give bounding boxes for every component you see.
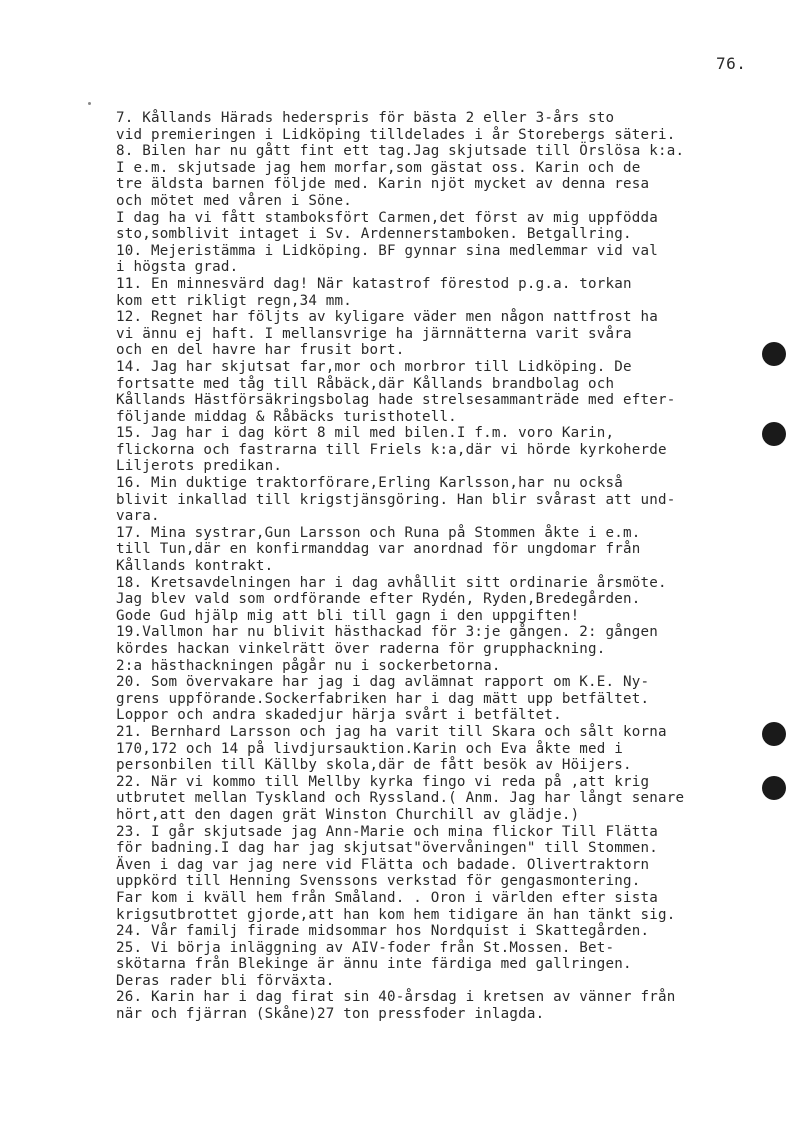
text-line: 2:a hästhackningen pågår nu i sockerbetorna. (116, 657, 501, 674)
text-line: skötarna från Blekinge är ännu inte färdiga med gallringen. (116, 956, 632, 973)
text-line: krigsutbrottet gjorde,att han kom hem tidigare än han tänkt sig. (116, 906, 676, 923)
text-line: tre äldsta barnen följde med. Karin njöt mycket av denna resa (116, 176, 650, 193)
text-line: Gode Gud hjälp mig att bli till gagn i den uppgiften! (116, 607, 580, 624)
text-line: fortsatte med tåg till Råbäck,där Kållands brandbolag och (116, 375, 615, 392)
text-line: när och fjärran (Skåne)27 ton pressfoder inlagda. (116, 1006, 545, 1023)
text-line: Deras rader bli förväxta. (116, 972, 335, 989)
text-line: 170,172 och 14 på livdjursauktion.Karin och Eva åkte med i (116, 740, 624, 757)
text-line: blivit inkallad till krigstjänsgöring. Han blir svårast att und- (116, 491, 676, 508)
text-line: 18. Kretsavdelningen har i dag avhållit sitt ordinarie årsmöte. (116, 574, 667, 591)
text-line: flickorna och fastrarna till Friels k:a,där vi hörde kyrkoherde (116, 441, 667, 458)
text-line: 15. Jag har i dag kört 8 mil med bilen.I f.m. voro Karin, (116, 425, 615, 442)
paper-speck (88, 102, 91, 105)
text-line: och mötet med våren i Söne. (116, 192, 353, 209)
text-line: 19.Vallmon har nu blivit hästhackad för 3:je gången. 2: gången (116, 624, 658, 641)
text-line: 7. Kållands Härads hederspris för bästa 2 eller 3-års sto (116, 110, 615, 126)
text-line: 20. Som övervakare har jag i dag avlämnat rapport om K.E. Ny- (116, 674, 650, 691)
text-line: 26. Karin har i dag firat sin 40-årsdag i kretsen av vänner från (116, 989, 676, 1006)
text-line: personbilen till Källby skola,där de fått besök av Höijers. (116, 757, 632, 774)
text-line: till Tun,där en konfirmanddag var anordnad för ungdomar från (116, 541, 641, 558)
text-line: 12. Regnet har följts av kyligare väder men någon nattfrost ha (116, 309, 658, 326)
text-line: 24. Vår familj firade midsommar hos Nordquist i Skattegården. (116, 923, 650, 940)
text-line: 22. När vi kommo till Mellby kyrka fingo vi reda på ,att krig (116, 773, 650, 790)
text-line: Liljerots predikan. (116, 458, 283, 475)
text-line: I e.m. skjutsade jag hem morfar,som gästat oss. Karin och de (116, 159, 641, 176)
text-line: Jag blev vald som ordförande efter Rydén, Ryden,Bredegården. (116, 591, 641, 608)
text-line: vi ännu ej haft. I mellansvrige ha järnnätterna varit svåra (116, 325, 632, 342)
punch-hole (762, 722, 786, 746)
punch-hole (762, 422, 786, 446)
text-line: 17. Mina systrar,Gun Larsson och Runa på Stommen åkte i e.m. (116, 524, 641, 541)
text-line: 21. Bernhard Larsson och jag ha varit till Skara och sålt korna (116, 723, 667, 740)
text-line: 16. Min duktige traktorförare,Erling Karlsson,har nu också (116, 475, 624, 492)
text-line: Far kom i kväll hem från Småland. . Oron i världen efter sista (116, 889, 658, 906)
text-line: 23. I går skjutsade jag Ann-Marie och mina flickor Till Flätta (116, 823, 658, 840)
text-line: 14. Jag har skjutsat far,mor och morbror till Lidköping. De (116, 358, 632, 375)
text-line: i högsta grad. (116, 259, 239, 276)
text-line: kom ett rikligt regn,34 mm. (116, 292, 353, 309)
page-number: 76. (716, 54, 747, 73)
text-line: Kållands Hästförsäkringsbolag hade strelsesammanträde med efter- (116, 392, 676, 409)
text-line: och en del havre har frusit bort. (116, 342, 405, 359)
text-line: utbrutet mellan Tyskland och Ryssland.( Anm. Jag har långt senare (116, 790, 685, 807)
punch-hole (762, 342, 786, 366)
diary-text (116, 110, 766, 1023)
text-line: Loppor och andra skadedjur härja svårt i betfältet. (116, 707, 562, 724)
text-line: 11. En minnesvärd dag! När katastrof förestod p.g.a. torkan (116, 275, 632, 292)
text-line: sto,somblivit intaget i Sv. Ardennerstamboken. Betgallring. (116, 226, 632, 243)
text-line: 10. Mejeristämma i Lidköping. BF gynnar sina medlemmar vid val (116, 242, 658, 259)
text-line: 25. Vi börja inläggning av AIV-foder från St.Mossen. Bet- (116, 939, 615, 956)
text-line: Kållands kontrakt. (116, 558, 274, 575)
text-line: grens uppförande.Sockerfabriken har i dag mätt upp betfältet. (116, 690, 650, 707)
text-line: följande middag & Råbäcks turisthotell. (116, 408, 457, 425)
text-line: 8. Bilen har nu gått fint ett tag.Jag skjutsade till Örslösa k:a. (116, 143, 685, 160)
text-line: vara. (116, 508, 160, 525)
text-line: för badning.I dag har jag skjutsat"övervåningen" till Stommen. (116, 840, 658, 857)
text-line: Även i dag var jag nere vid Flätta och badade. Olivertraktorn (116, 856, 650, 873)
text-line: vid premieringen i Lidköping tilldelades i år Storebergs säteri. (116, 126, 676, 143)
punch-hole (762, 776, 786, 800)
text-line: kördes hackan vinkelrätt över raderna för grupphackning. (116, 641, 606, 657)
text-line: I dag ha vi fått stamboksfört Carmen,det först av mig uppfödda (116, 209, 658, 226)
text-line: uppkörd till Henning Svenssons verkstad för gengasmontering. (116, 873, 641, 890)
text-line: hört,att den dagen grät Winston Churchill av glädje.) (116, 806, 580, 823)
